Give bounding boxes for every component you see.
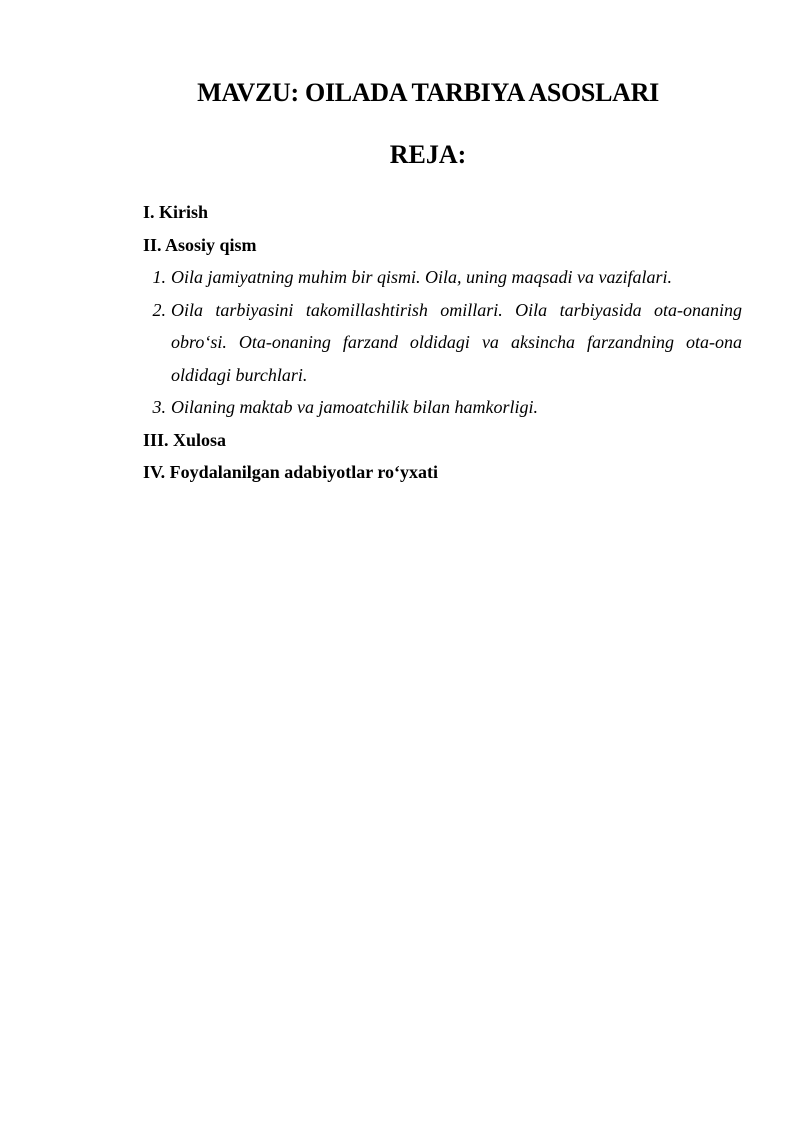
list-item-text: Oila jamiyatning muhim bir qismi. Oila, uning maqsadi va vazifalari. — [171, 267, 673, 287]
page-title: MAVZU: OILADA TARBIYA ASOSLARI — [197, 78, 659, 107]
section-conclusion: III. Xulosa — [143, 429, 227, 450]
plan-heading: REJA: — [389, 140, 467, 169]
list-item-text: Oilaning maktab va jamoatchilik bilan hamkorligi. — [171, 397, 538, 417]
list-item — [143, 391, 742, 424]
plan-outline — [143, 196, 742, 489]
list-item — [143, 294, 742, 392]
section-references: IV. Foydalanilgan adabiyotlar ro‘yxati — [143, 462, 439, 482]
list-item — [143, 261, 742, 294]
list-item-text: Oila tarbiyasini takomillashtirish omillari. Oila tarbiyasida ota-onaning obro‘si. Ota-onaning farzand oldidagi va aksincha farzandning ota-ona oldidagi burchlari. — [171, 299, 742, 385]
list-item-number: 1. — [152, 267, 166, 287]
section-introduction: I. Kirish — [143, 202, 209, 222]
list-item-number: 2. — [152, 299, 166, 320]
list-item-number: 3. — [152, 397, 166, 417]
section-main-part: II. Asosiy qism — [143, 234, 257, 255]
